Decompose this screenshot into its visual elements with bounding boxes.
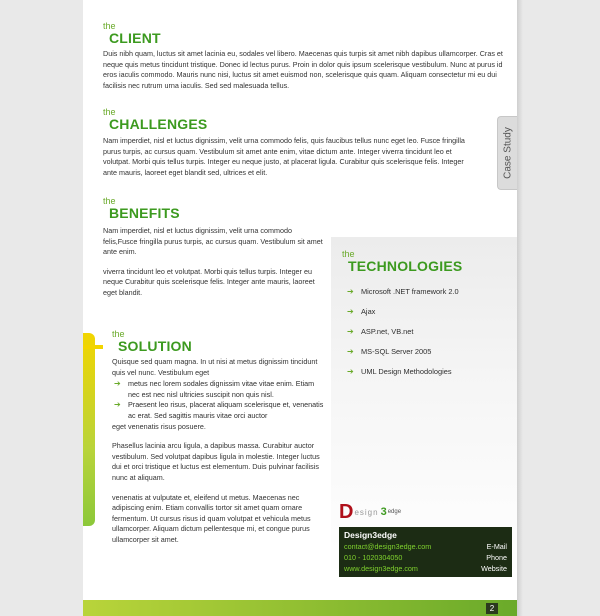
arrow-right-icon: ➔ [114,379,121,389]
contact-email-label: E-Mail [486,542,507,551]
challenges-section [103,108,473,178]
client-the: the [103,21,116,31]
list-item: ➔ Ajax [347,307,376,316]
challenges-heading: CHALLENGES [109,116,208,132]
challenges-the: the [103,107,116,117]
solution-after-bullets: eget venenatis risus posuere. [112,421,206,431]
arrow-right-icon: ➔ [347,367,354,376]
contact-email[interactable]: contact@design3edge.com [344,542,432,551]
list-item: ➔ MS-SQL Server 2005 [347,347,432,356]
technologies-list [347,287,517,377]
footer-bar [83,600,517,616]
page-number: 2 [486,603,498,614]
contact-website-label: Website [481,564,507,573]
challenges-body: Nam imperdiet, nisl et luctus dignissim, velit urna commodo felis, quis faucibus tellus nunc eget leo. Fusce fringilla purus turpis, ac cursus quam. Vestibulum sit amet ante enim, vitae dictum ante. Integer viverra tincidunt leo et volutpat. Morbi quis tellus turpis. Integer eu neque justo, at placerat ligula. Curabitur quis scelerisque felis. Integer ante mauris, laoreet eget blandit sed, ultrices et elit. [103,136,465,177]
list-item: ➔ Praesent leo risus, placerat aliquam scelerisque et, venenatis ac erat. Sed sagittis mauris vitae orci auctor [114,400,324,420]
contact-phone-label: Phone [486,553,507,562]
contact-box [339,527,512,577]
logo-edge: edge [387,509,402,515]
arrow-right-icon: ➔ [347,347,354,356]
case-study-tab [497,116,517,190]
solution-para-3: venenatis at vulputate et, eleifend ut metus. Maecenas nec adipiscing enim. Etiam convallis tortor sit amet quam ornare fermentum. Ut cursus risus id quam volutpat et vehicula metus ullamcorper. Aliquam dictum pellentesque mi, et congue purus ullamcorper sit amet. [112,492,311,544]
client-section [103,22,503,91]
benefits-the: the [103,196,116,206]
solution-accent-bar [83,333,95,526]
arrow-right-icon: ➔ [114,400,121,410]
contact-row-website [344,563,507,574]
client-heading: CLIENT [109,30,161,46]
technologies-panel [331,237,517,577]
list-item: ➔ Microsoft .NET framework 2.0 [347,287,459,296]
logo-three: 3 [380,506,387,518]
logo-text: esign [354,507,379,517]
client-body: Duis nibh quam, luctus sit amet lacinia eu, sodales vel libero. Maecenas quis turpis sit amet nibh dapibus ullamcorper. Cras et neque quis metus tincidunt tristique. Donec id lectus purus. Proin in dolor quis ipsum scelerisque vestibulum. Nunc at purus id eros iaculis commodo. Mauris nunc nisi, luctus sit amet euismod non, scelerisque quis quam. Aliquam consectetur mi eu dui facilisis nec rutrum urna iaculis. Sed sed malesuada tellus. [103,49,503,90]
contact-row-email [344,541,507,552]
solution-intro: Quisque sed quam magna. In ut nisi at metus dignissim tincidunt quis vel nunc. Vestibulum eget [112,357,318,377]
solution-section [112,330,324,546]
arrow-right-icon: ➔ [347,327,354,336]
list-item: ➔ UML Design Methodologies [347,367,452,376]
list-item: ➔ metus nec lorem sodales dignissim vitae vitae enim. Etiam nec est nec nisl ultricies suscipit non quis nisl. [114,379,315,399]
company-logo [339,501,459,523]
page-shadow [517,0,523,616]
contact-row-phone [344,552,507,563]
case-study-label: Case Study [502,127,513,179]
contact-company-name: Design3edge [344,530,397,540]
list-item: ➔ ASP.net, VB.net [347,327,414,336]
logo-letter: D [339,501,354,523]
arrow-right-icon: ➔ [347,307,354,316]
contact-phone: 010 - 1020304050 [344,553,403,562]
benefits-heading: BENEFITS [109,205,180,221]
benefits-body-1: Nam imperdiet, nisl et luctus dignissim, velit urna commodo felis,Fusce fringilla purus turpis, ac cursus quam. Vestibulum sit amet ante enim. [103,226,323,257]
benefits-body-2: viverra tincidunt leo et volutpat. Morbi quis tellus turpis. Integer eu neque Curabitur quis scelerisque felis. Integer ante mauris, laoreet eget blandit. [103,266,315,297]
solution-bullets [112,379,324,421]
solution-heading: SOLUTION [118,338,192,354]
solution-accent-tick [83,345,103,349]
technologies-heading: TECHNOLOGIES [348,258,463,274]
benefits-section [103,197,323,299]
arrow-right-icon: ➔ [347,287,354,296]
contact-website[interactable]: www.design3edge.com [344,564,418,573]
technologies-the: the [342,249,355,259]
solution-the: the [112,329,125,339]
solution-para-2: Phasellus lacinia arcu ligula, a dapibus massa. Curabitur auctor vestibulum. Sed volutpat dapibus ligula in molestie. Integer luctus dui et orci tristique et luctus est elementum. Duis pulvinar facilisis nunc at aliquam. [112,441,320,482]
